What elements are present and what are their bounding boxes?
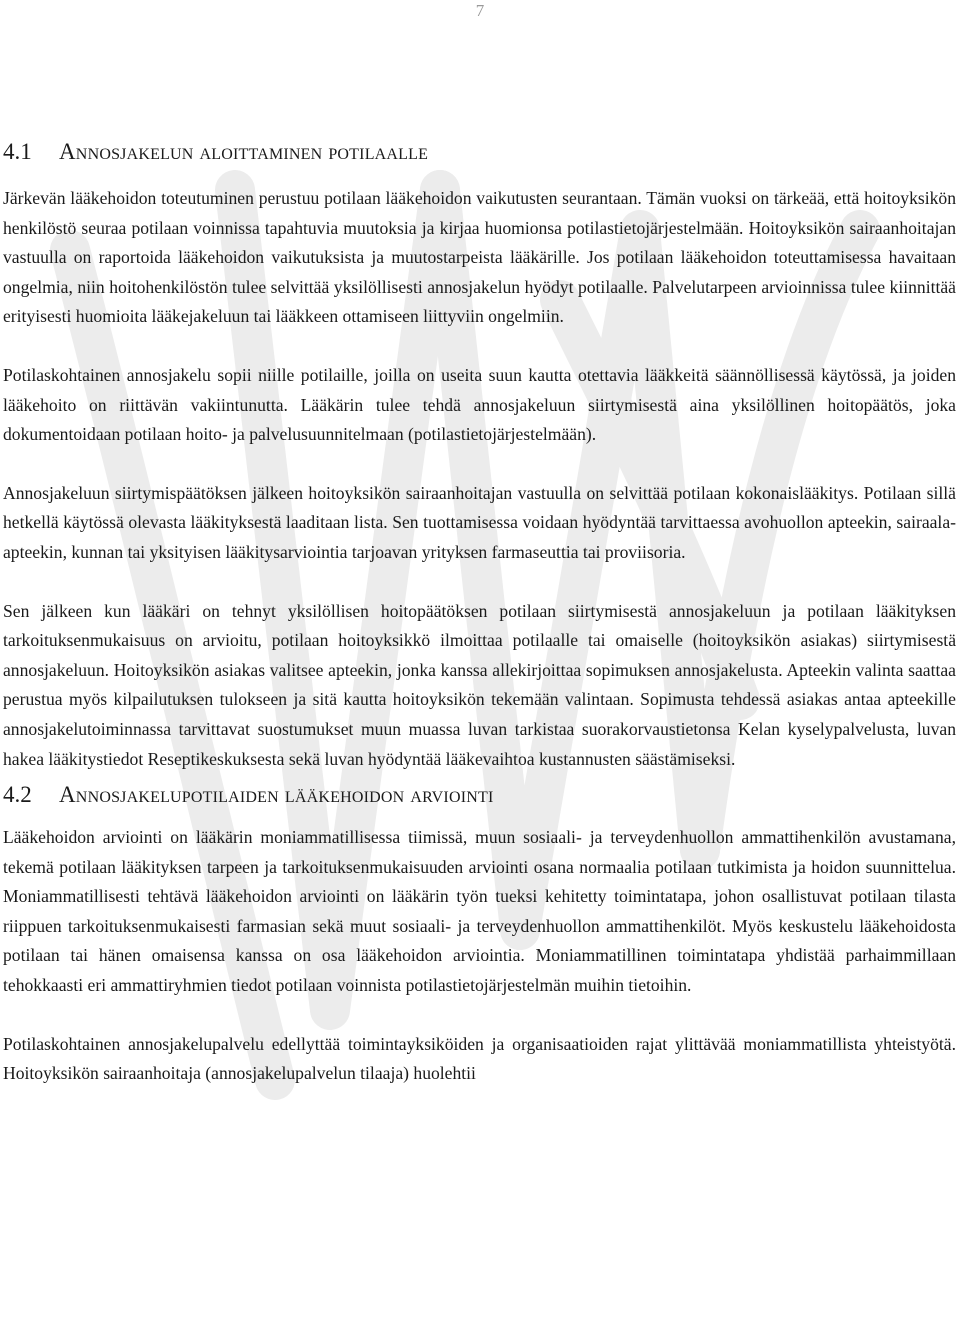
paragraph: Lääkehoidon arviointi on lääkärin moniammatillisessa tiimissä, muun sosiaali- ja terveydenhuollon ammattihenkilön avustamana, tekemä potilaan lääkityksen tarpeen ja tarkoituksenmukaisuuden arviointi osana normaalia potilaan tutkimista ja hoidon suunnittelua. Moniammatillisesti tehtävä lääkehoidon arviointi on lääkärin työn tueksi kehitetty toimintatapa, johon osallistuvat potilaan tilasta riippuen tarkoituksenmukaisesti farmasian sekä muut sosiaali- ja terveydenhuollon ammattihenkilöt. Myös keskustelu lääkehoidosta potilaan tai hänen omaisensa kanssa on osa lääkehoidon arviointia. Moniammatillinen toimintatapa yhdistää parhaimmillaan tehokkaasti eri ammattiryhmien tiedot potilaan voinnista potilastietojärjestelmän muihin tietoihin. (3, 827, 956, 996)
section-title: Annosjakelupotilaiden lääkehoidon arviointi (59, 782, 494, 808)
section-number: 4.1 (3, 139, 32, 164)
paragraph: Sen jälkeen kun lääkäri on tehnyt yksilöllisen hoitopäätöksen potilaan siirtymisestä annosjakeluun ja potilaan lääkityksen tarkoituksenmukaisuus on arvioitu, potilaan hoitoyksikkö ilmoittaa potilaalle tai omaiselle (hoitoyksikön asiakas) siirtymisestä annosjakeluun. Hoitoyksikön asiakas valitsee apteekin, jonka kanssa allekirjoittaa sopimuksen annosjakelusta. Apteekin valinta saattaa perustua myös kilpailutuksen tulokseen ja sitä kautta hoitoyksikön tekemään valintaan. Sopimusta tehdessä asiakas antaa apteekille annosjakelutoiminnassa tarvittavat suostumukset muun muassa luvan tarkistaa suorakorvaustietonsa Kelan kyselypalvelusta, luvan hakea lääkitystiedot Reseptikeskuksesta sekä luvan hyödyntää lääkevaihtoa kustannusten säästämiseksi. (3, 600, 956, 769)
section-title: Annosjakelun aloittaminen potilaalle (59, 139, 429, 164)
paragraph: Potilaskohtainen annosjakelu sopii niille potilaille, joilla on useita suun kautta otettavia lääkkeitä säännöllisessä käytössä, ja joiden lääkehoito on riittävän vakiintunutta. Lääkärin tulee tehdä annosjakeluun siirtymisestä aina yksilöllinen hoitopäätös, joka dokumentoidaan potilaan hoito- ja palvelusuunnitelmaan (potilastietojärjestelmään). (3, 364, 956, 445)
paragraph: Annosjakeluun siirtymispäätöksen jälkeen hoitoyksikön sairaanhoitajan vastuulla on selvittää potilaan kokonaislääkitys. Potilaan sillä hetkellä käytössä olevasta lääkityksestä laaditaan lista. Sen tuottamisessa voidaan hyödyntää tarvittaessa avohuollon apteekin, sairaala-apteekin, kunnan tai yksityisen lääkitysarviointia tarjoavan yrityksen farmaseuttia tai proviisoria. (3, 482, 956, 562)
paragraph: Järkevän lääkehoidon toteutuminen perustuu potilaan lääkehoidon vaikutusten seurantaan. Tämän vuoksi on tärkeää, että hoitoyksikön henkilöstö seuraa potilaan voinnissa tapahtuvia muutoksia ja kirjaa huomionsa potilastietojärjestelmään. Hoitoyksikön sairaanhoitajan vastuulla on raportoida lääkehoidon vaikutuksista ja muutostarpeista lääkärille. Jos potilaan lääkehoidon toteuttamisessa havaitaan ongelmia, niin hoitohenkilöstön tulee selvittää yksilöllisesti annosjakelun hyödyt potilaalle. Palvelutarpeen arvioinnissa tulee kiinnittää erityisesti huomioita lääkejakeluun tai lääkkeen ottamiseen liittyviin ongelmiin. (3, 188, 956, 327)
section-heading-4-1 (3, 137, 956, 167)
page-number: 7 (475, 1, 485, 20)
document-body (3, 137, 956, 1089)
section-number: 4.2 (3, 782, 32, 808)
section-heading-4-2 (3, 780, 956, 810)
paragraph: Potilaskohtainen annosjakelupalvelu edellyttää toimintayksiköiden ja organisaatioiden rajat ylittävää moniammatillista yhteistyötä. Hoitoyksikön sairaanhoitaja (annosjakelupalvelun tilaaja) huolehtii (3, 1033, 956, 1084)
